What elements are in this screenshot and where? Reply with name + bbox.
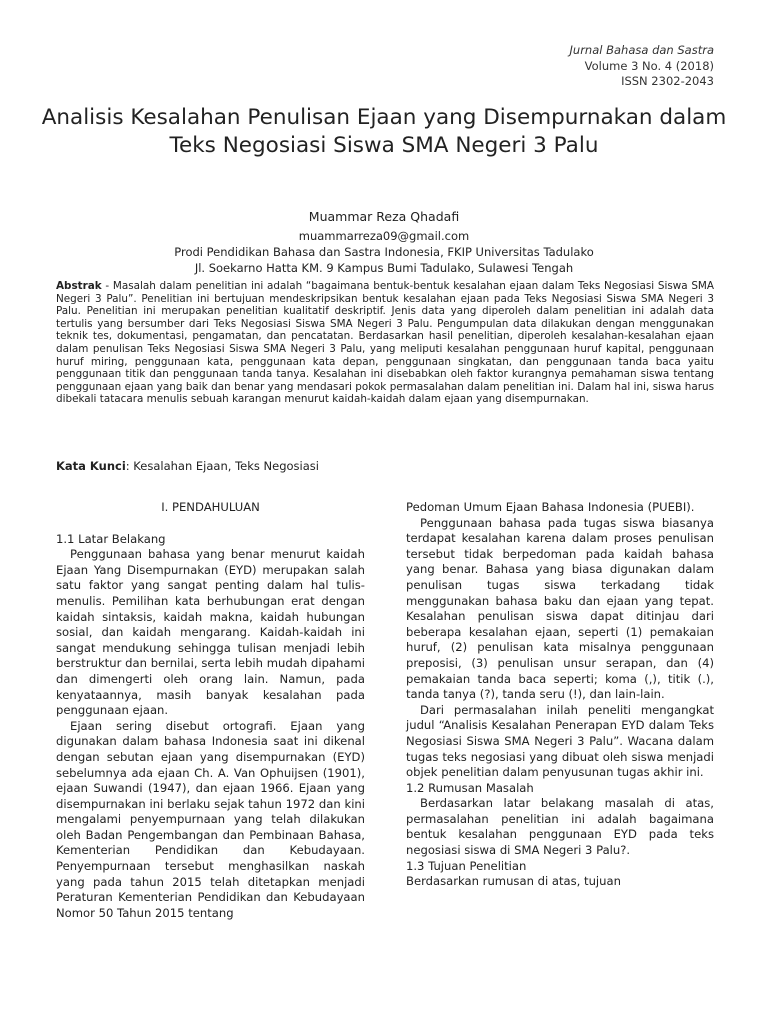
left-column bbox=[56, 500, 365, 921]
right-column bbox=[406, 500, 714, 890]
keywords-label: Kata Kunci bbox=[56, 459, 126, 473]
abstract-label: Abstrak bbox=[56, 280, 102, 292]
journal-issn: ISSN 2302-2043 bbox=[621, 74, 714, 88]
paragraph: Ejaan sering disebut ortografi. Ejaan yang digunakan dalam bahasa Indonesia saat ini dikenal dengan sebutan ejaan yang disempurnakan (EYD) sebelumnya ada ejaan Ch. A. Van Ophuijsen (1901), ejaan Suwandi (1947), dan ejaan 1966. Ejaan yang disempurnakan ini berlaku sejak tahun 1972 dan kini mengalami penyempurnaan yang telah dilakukan oleh Badan Pengembangan dan Pembinaan Bahasa, Kementerian Pendidikan dan Kebudayaan. Penyempurnaan tersebut menghasilkan naskah yang pada tahun 2015 telah ditetapkan menjadi Peraturan Kementerian Pendidikan dan Kebudayaan Nomor 50 Tahun 2015 tentang bbox=[56, 718, 365, 920]
paper-title: Analisis Kesalahan Penulisan Ejaan yang Disempurnakan dalam Teks Negosiasi Siswa SMA Negeri 3 Palu bbox=[41, 105, 727, 158]
author-address: Jl. Soekarno Hatta KM. 9 Kampus Bumi Tadulako, Sulawesi Tengah bbox=[194, 261, 574, 275]
journal-header bbox=[570, 43, 714, 90]
keywords bbox=[56, 459, 319, 473]
subheading-rumusan-masalah: 1.2 Rumusan Masalah bbox=[406, 780, 534, 795]
section-heading: I. PENDAHULUAN bbox=[161, 500, 260, 514]
paragraph: Penggunaan bahasa pada tugas siswa biasanya terdapat kesalahan karena dalam proses penulisan tersebut tidak berpedoman pada kaidah bahasa yang benar. Bahasa yang biasa digunakan dalam penulisan tugas siswa terkadang tidak menggunakan bahasa baku dan ejaan yang tepat. Kesalahan penulisan siswa dapat ditinjau dari beberapa kesalahan ejaan, seperti (1) pemakaian huruf, (2) penulisan kata misalnya penggunaan preposisi, (3) penulisan unsur serapan, dan (4) pemakaian tanda baca seperti; koma (,), titik (.), tanda tanya (?), tanda seru (!), dan lain-lain. bbox=[406, 515, 714, 702]
keywords-text: : Kesalahan Ejaan, Teks Negosiasi bbox=[125, 459, 319, 473]
paragraph: Dari permasalahan inilah peneliti mengangkat judul “Analisis Kesalahan Penerapan EYD dalam Teks Negosiasi Siswa SMA Negeri 3 Palu”. Wacana dalam tugas teks negosiasi yang dibuat oleh siswa menjadi objek penelitian dalam penyusunan tugas akhir ini. bbox=[406, 702, 714, 780]
paragraph: Berdasarkan latar belakang masalah di atas, permasalahan penelitian ini adalah bagaimana bentuk kesalahan penggunaan EYD pada teks negosiasi siswa di SMA Negeri 3 Palu?. bbox=[406, 796, 714, 858]
paragraph: Penggunaan bahasa yang benar menurut kaidah Ejaan Yang Disempurnakan (EYD) merupakan salah satu faktor yang sangat penting dalam hal tulis-menulis. Pemilihan kata berhubungan erat dengan kaidah sintaksis, kaidah makna, kaidah hubungan sosial, dan kaidah mengarang. Kaidah-kaidah ini sangat mendukung sehingga tulisan menjadi lebih berstruktur dan bernilai, serta lebih mudah dipahami dan dimengerti oleh orang lain. Namun, pada kenyataannya, masih banyak kesalahan pada penggunaan ejaan. bbox=[56, 547, 365, 718]
abstract-text: - Masalah dalam penelitian ini adalah “bagaimana bentuk-bentuk kesalahan ejaan dalam Teks Negosiasi Siswa SMA Negeri 3 Palu”. Penelitian ini bertujuan mendeskripsikan bentuk kesalahan ejaan pada Teks Negosiasi Siswa SMA Negeri 3 Palu. Penelitian ini merupakan penelitian kualitatif deskriptif. Jenis data yang diperoleh dalam penelitian ini adalah data tertulis yang bersumber dari Teks Negosiasi Siswa SMA Negeri 3 Palu. Pengumpulan data dilakukan dengan menggunakan teknik tes, dokumentasi, pengamatan, dan pencatatan. Berdasarkan hasil penelitian, diperoleh kesalahan-kesalahan ejaan dalam penulisan Teks Negosiasi Siswa SMA Negeri 3 Palu, yang meliputi kesalahan penggunaan huruf kapital, penggunaan huruf miring, penggunaan kata, penggunaan kata depan, penggunaan singkatan, dan penggunaan tanda baca yaitu penggunaan titik dan penggunaan tanda tanya. Kesalahan ini disebabkan oleh faktor kurangnya pemahaman siswa tentang penggunaan ejaan yang baik dan benar yang mendasari pokok permasalahan dalam penelitian ini. Dalam hal ini, siswa harus dibekali tatacara menulis sebuah karangan menurut kaidah-kaidah dalam ejaan yang disempurnakan. bbox=[56, 280, 714, 406]
subheading-tujuan-penelitian: 1.3 Tujuan Penelitian bbox=[406, 858, 527, 873]
abstract bbox=[56, 280, 714, 406]
paragraph-continued: Pedoman Umum Ejaan Bahasa Indonesia (PUEBI). bbox=[406, 500, 695, 514]
paragraph: Berdasarkan rumusan di atas, tujuan bbox=[406, 874, 621, 889]
author-email: muammarreza09@gmail.com bbox=[298, 229, 470, 243]
author-name: Muammar Reza Qhadafi bbox=[308, 209, 460, 224]
journal-volume: Volume 3 No. 4 (2018) bbox=[584, 58, 714, 73]
author-block bbox=[40, 209, 728, 276]
author-affiliation: Prodi Pendidikan Bahasa dan Sastra Indonesia, FKIP Universitas Tadulako bbox=[174, 245, 594, 259]
journal-name: Jurnal Bahasa dan Sastra bbox=[569, 43, 714, 57]
subheading-latar-belakang: 1.1 Latar Belakang bbox=[56, 531, 166, 546]
